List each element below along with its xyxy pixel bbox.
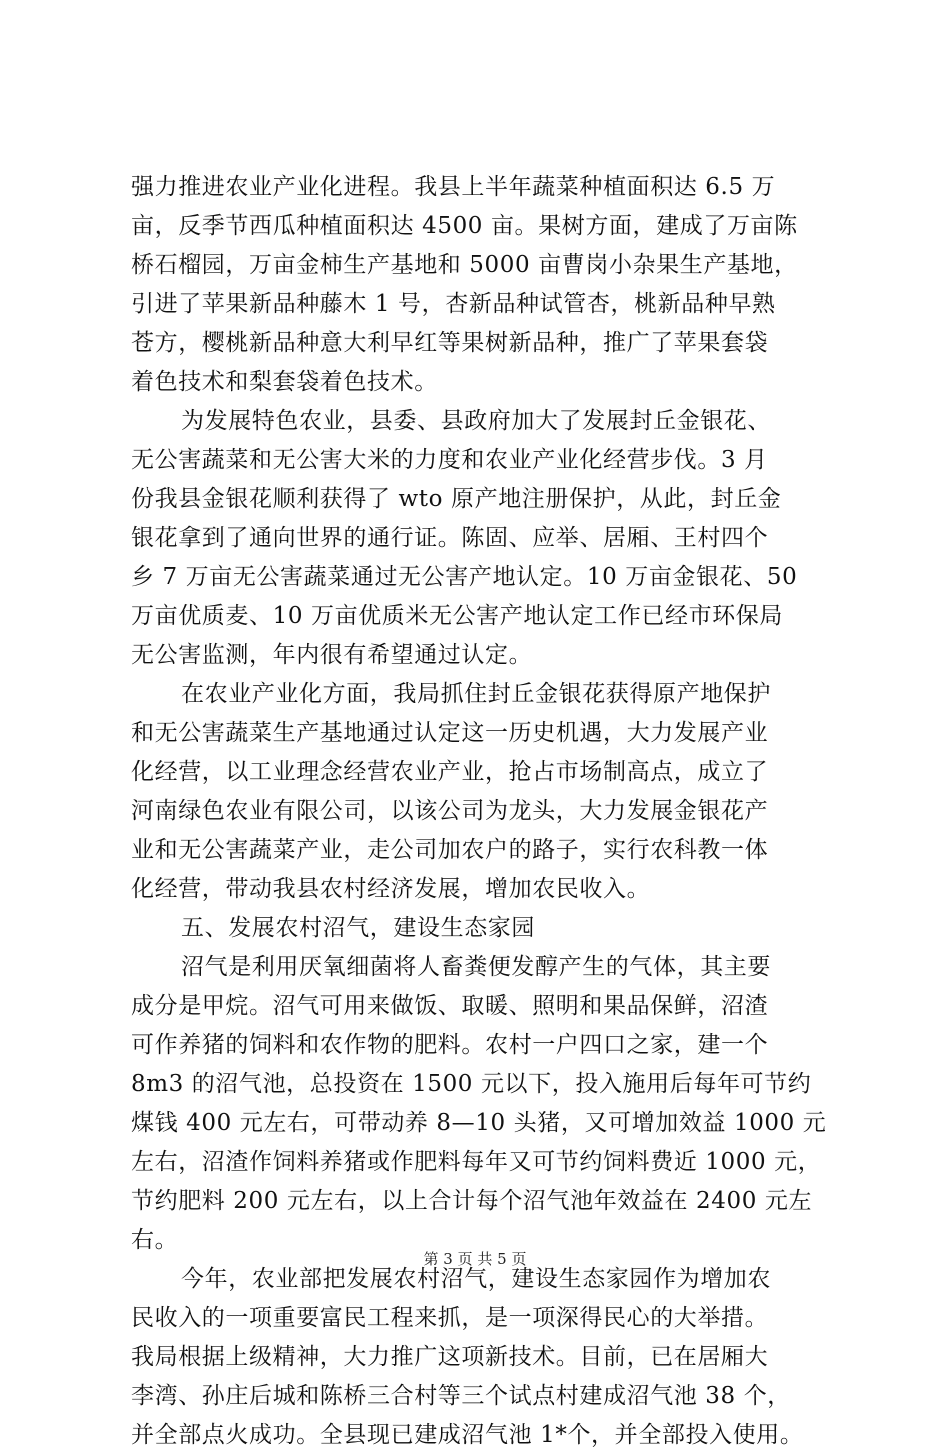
text-line: 河南绿色农业有限公司，以该公司为龙头，大力发展金银花产 (131, 798, 769, 824)
text-line: 强力推进农业产业化进程。我县上半年蔬菜种植面积达 6.5 万 (131, 174, 776, 200)
text-line: 并全部点火成功。全县现已建成沼气池 1*个，并全部投入使用。 (131, 1422, 804, 1448)
text-line: 为发展特色农业，县委、县政府加大了发展封丘金银花、 (181, 408, 771, 434)
text-line: 我局根据上级精神，大力推广这项新技术。目前，已在居厢大 (131, 1344, 769, 1370)
text-line: 无公害蔬菜和无公害大米的力度和农业产业化经营步伐。3 月 (131, 447, 768, 473)
text-line: 苍方，樱桃新品种意大利早红等果树新品种，推广了苹果套袋 (131, 330, 769, 356)
text-line: 银花拿到了通向世界的通行证。陈固、应举、居厢、王村四个 (131, 525, 769, 551)
text-line: 在农业产业化方面，我局抓住封丘金银花获得原产地保护 (181, 681, 771, 707)
text-line: 右。 (131, 1227, 179, 1253)
text-line: 亩，反季节西瓜种植面积达 4500 亩。果树方面，建成了万亩陈 (131, 213, 798, 239)
text-line: 和无公害蔬菜生产基地通过认定这一历史机遇，大力发展产业 (131, 720, 769, 746)
text-line: 可作养猪的饲料和农作物的肥料。农村一户四口之家，建一个 (131, 1032, 769, 1058)
text-line: 成分是甲烷。沼气可用来做饭、取暖、照明和果品保鲜，沼渣 (131, 993, 769, 1019)
text-line: 引进了苹果新品种藤木 1 号，杏新品种试管杏，桃新品种早熟 (131, 291, 776, 317)
text-line: 李湾、孙庄后城和陈桥三合村等三个试点村建成沼气池 38 个， (131, 1383, 791, 1409)
text-line: 今年，农业部把发展农村沼气，建设生态家园作为增加农 (181, 1266, 771, 1292)
page-footer: 第 3 页 共 5 页 (423, 1250, 527, 1268)
text-line: 化经营，带动我县农村经济发展，增加农民收入。 (131, 876, 651, 902)
text-line: 业和无公害蔬菜产业，走公司加农户的路子，实行农科教一体 (131, 837, 769, 863)
text-line: 沼气是利用厌氧细菌将人畜粪便发醇产生的气体，其主要 (181, 954, 771, 980)
text-line: 节约肥料 200 元左右，以上合计每个沼气池年效益在 2400 元左 (131, 1188, 813, 1214)
text-line: 8m3 的沼气池，总投资在 1500 元以下，投入施用后每年可节约 (131, 1071, 812, 1097)
text-line: 五、发展农村沼气，建设生态家园 (181, 915, 535, 941)
text-line: 化经营，以工业理念经营农业产业，抢占市场制高点，成立了 (131, 759, 769, 785)
text-line: 煤钱 400 元左右，可带动养 8—10 头猪，又可增加效益 1000 元 (131, 1110, 827, 1136)
text-line: 万亩优质麦、10 万亩优质米无公害产地认定工作已经市环保局 (131, 603, 783, 629)
text-line: 无公害监测，年内很有希望通过认定。 (131, 642, 533, 668)
text-line: 民收入的一项重要富民工程来抓，是一项深得民心的大举措。 (131, 1305, 769, 1331)
text-line: 左右，沼渣作饲料养猪或作肥料每年又可节约饲料费近 1000 元， (131, 1149, 822, 1175)
text-line: 桥石榴园，万亩金柿生产基地和 5000 亩曹岗小杂果生产基地， (131, 252, 798, 278)
text-line: 乡 7 万亩无公害蔬菜通过无公害产地认定。10 万亩金银花、50 (131, 564, 798, 590)
text-line: 份我县金银花顺利获得了 wto 原产地注册保护，从此，封丘金 (131, 486, 782, 512)
text-line: 着色技术和梨套袋着色技术。 (131, 369, 438, 395)
